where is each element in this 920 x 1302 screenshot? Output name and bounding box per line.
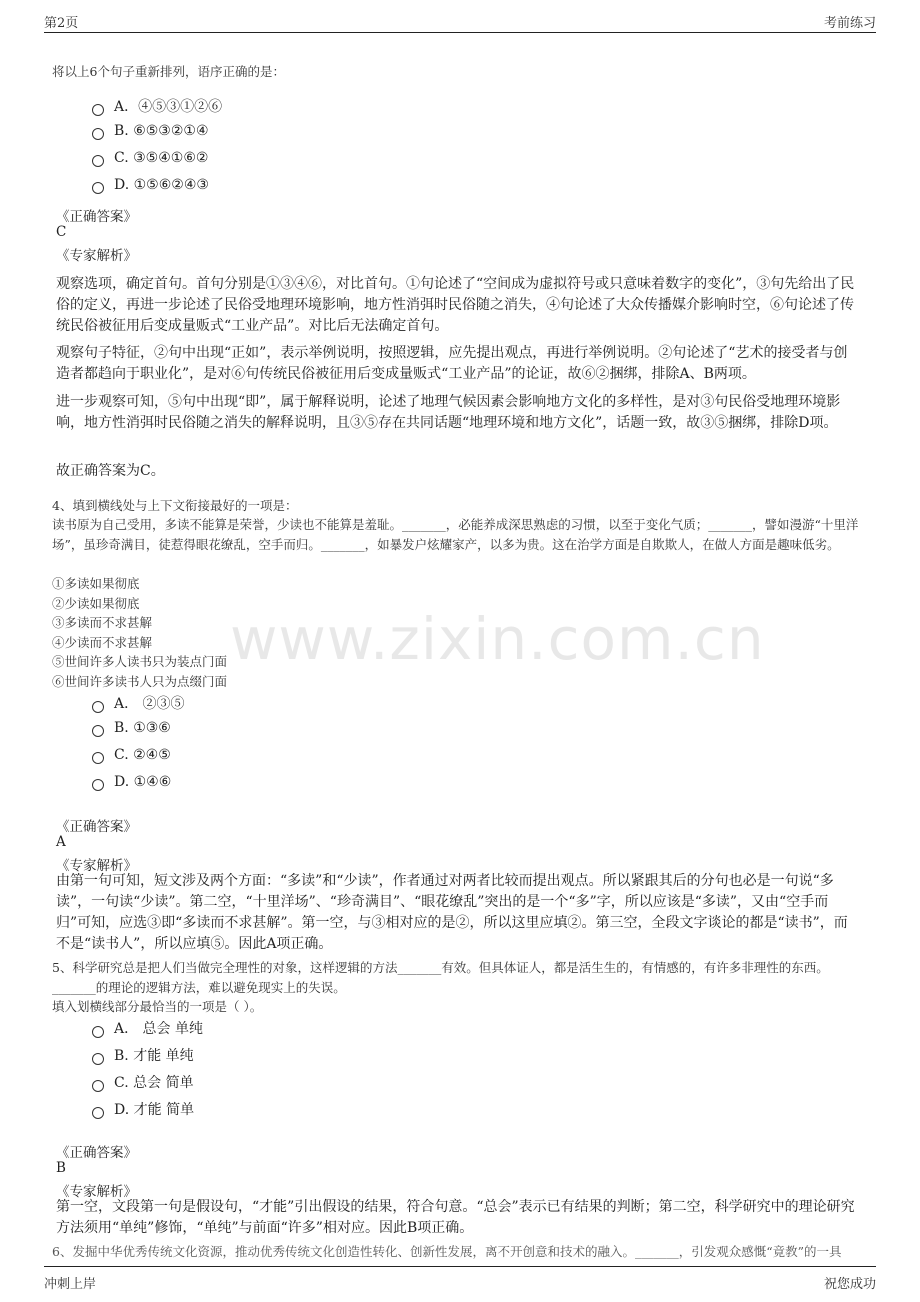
radio-icon[interactable] [92, 182, 104, 194]
q4-option-a[interactable]: A． ②③⑤ [92, 693, 185, 713]
radio-icon[interactable] [92, 752, 104, 764]
page-header [44, 10, 876, 33]
radio-icon[interactable] [92, 725, 104, 737]
q5-title: 5、科学研究总是把人们当做完全理性的对象，这样逻辑的方法_______有效。但具体证人，都是活生生的，有情感的，有许多非理性的东西。_______的理论的逻辑方法，难以避免现实上的失误。 [52, 960, 829, 995]
q3-analysis-p3: 进一步观察可知，⑤句中出现“即”，属于解释说明，论述了地理气候因素会影响地方文化的多样性，是对③句民俗受地理环境影响，地方性消弭时民俗随之消失的解释说明，且③⑤存在共同话题“地理环境和地方文化”，话题一致，故③⑤捆绑，排除D项。 [56, 394, 841, 431]
q4-analysis-label: 《专家解析》 [56, 858, 137, 874]
q5-option-a[interactable]: A． 总会 单纯 [92, 1018, 203, 1038]
q5-analysis: 第一空，文段第一句是假设句，“才能”引出假设的结果，符合句意。“总会”表示已有结果的判断；第二空，科学研究中的理论研究方法须用“单纯”修饰，“单纯”与前面“许多”相对应。因此B项正确。 [56, 1199, 855, 1236]
radio-icon[interactable] [92, 104, 104, 116]
page-number: 第2页 [44, 16, 79, 31]
q4-option-d[interactable]: D. ①④⑥ [92, 774, 171, 790]
radio-icon[interactable] [92, 1080, 104, 1092]
q5-option-b[interactable]: B. 才能 单纯 [92, 1045, 194, 1065]
q3-option-c[interactable]: C. ③⑤④①⑥② [92, 150, 208, 166]
q3-answer-label: 《正确答案》 [56, 209, 137, 225]
q4-item-4: ④少读而不求甚解 [52, 635, 153, 650]
q4-option-c[interactable]: C. ②④⑤ [92, 747, 171, 763]
q5-option-c[interactable]: C. 总会 简单 [92, 1072, 194, 1092]
q3-option-a[interactable]: A．④⑤③①②⑥ [92, 96, 222, 116]
q3-analysis-p2: 观察句子特征，②句中出现“正如”，表示举例说明，按照逻辑，应先提出观点，再进行举例说明。②句论述了“艺术的接受者与创造者都趋向于职业化”，是对⑥句传统民俗被征用后变成量贩式“工业产品”的论证，故⑥②捆绑，排除A、B两项。 [56, 345, 848, 382]
watermark: www.zixin.com.cn [230, 605, 765, 673]
q5-answer-label: 《正确答案》 [56, 1145, 137, 1161]
q4-answer: A [56, 834, 66, 850]
q4-answer-label: 《正确答案》 [56, 819, 137, 835]
radio-icon[interactable] [92, 128, 104, 140]
radio-icon[interactable] [92, 701, 104, 713]
footer-right: 祝您成功 [823, 1277, 876, 1292]
q3-option-b[interactable]: B. ⑥⑤③②①④ [92, 123, 209, 139]
header-title: 考前练习 [823, 16, 876, 31]
q3-answer: C [56, 224, 67, 240]
q4-item-2: ②少读如果彻底 [52, 596, 140, 611]
q4-title: 4、填到横线处与上下文衔接最好的一项是： [52, 498, 298, 513]
radio-icon[interactable] [92, 1107, 104, 1119]
radio-icon[interactable] [92, 1026, 104, 1038]
q4-item-5: ⑤世间许多人读书只为装点门面 [52, 654, 228, 669]
q4-item-1: ①多读如果彻底 [52, 576, 140, 591]
q5-option-d[interactable]: D. 才能 简单 [92, 1099, 194, 1119]
q6-cut-text: 6、发掘中华优秀传统文化资源，推动优秀传统文化创造性转化、创新性发展，离不开创意和技术的融入。_______，引发观众感慨“竟教”的一具 [52, 1244, 842, 1259]
q4-option-b[interactable]: B. ①③⑥ [92, 720, 171, 736]
q5-answer: B [56, 1160, 66, 1176]
q3-intro: 将以上6个句子重新排列，语序正确的是： [52, 64, 285, 79]
q4-item-3: ③多读而不求甚解 [52, 615, 153, 630]
q3-analysis-p1: 观察选项，确定首句。首句分别是①③④⑥，对比首句。①句论述了“空间成为虚拟符号或只意味着数字的变化”，③句先给出了民俗的定义，再进一步论述了民俗受地理环境影响，地方性消弭时民俗随之消失，④句论述了大众传播媒介影响时空，⑥句论述了传统民俗被征用后变成量贩式“工业产品”。对比后无法确定首句。 [56, 276, 855, 334]
radio-icon[interactable] [92, 1053, 104, 1065]
radio-icon[interactable] [92, 779, 104, 791]
q3-analysis-label: 《专家解析》 [56, 248, 137, 264]
q4-item-6: ⑥世间许多读书人只为点缀门面 [52, 674, 228, 689]
q5-analysis-label: 《专家解析》 [56, 1184, 137, 1200]
q5-prompt: 填入划横线部分最恰当的一项是（ ）。 [52, 999, 263, 1014]
radio-icon[interactable] [92, 155, 104, 167]
q3-analysis-p4: 故正确答案为C。 [56, 463, 165, 479]
footer-left: 冲刺上岸 [44, 1277, 97, 1292]
q4-text: 读书原为自己受用，多读不能算是荣誉，少读也不能算是羞耻。_______，必能养成深思熟虑的习惯，以至于变化气质；_______，譬如漫游“十里洋场”，虽珍奇满目，徒惹得眼花缭乱，空手而归。_______，如暴发户炫耀家产，以多为贵。这在治学方面是自欺欺人，在做人方面是趣味低劣。 [52, 517, 859, 552]
q4-analysis: 由第一句可知，短文涉及两个方面：“多读”和“少读”，作者通过对两者比较而提出观点。所以紧跟其后的分句也必是一句说“多读”，一句读“少读”。第二空，“十里洋场”、“珍奇满目”、“眼花缭乱”突出的是一个“多”字，所以应该是“多读”，又由“空手而归”可知，应选③即“多读而不求甚解”。第一空，与③相对应的是②，所以这里应填②。第三空，全段文字谈论的都是“读书”，而不是“读书人”，所以应填⑤。因此A项正确。 [56, 873, 848, 952]
page-footer [44, 1266, 876, 1297]
q3-option-d[interactable]: D. ①⑤⑥②④③ [92, 177, 209, 193]
